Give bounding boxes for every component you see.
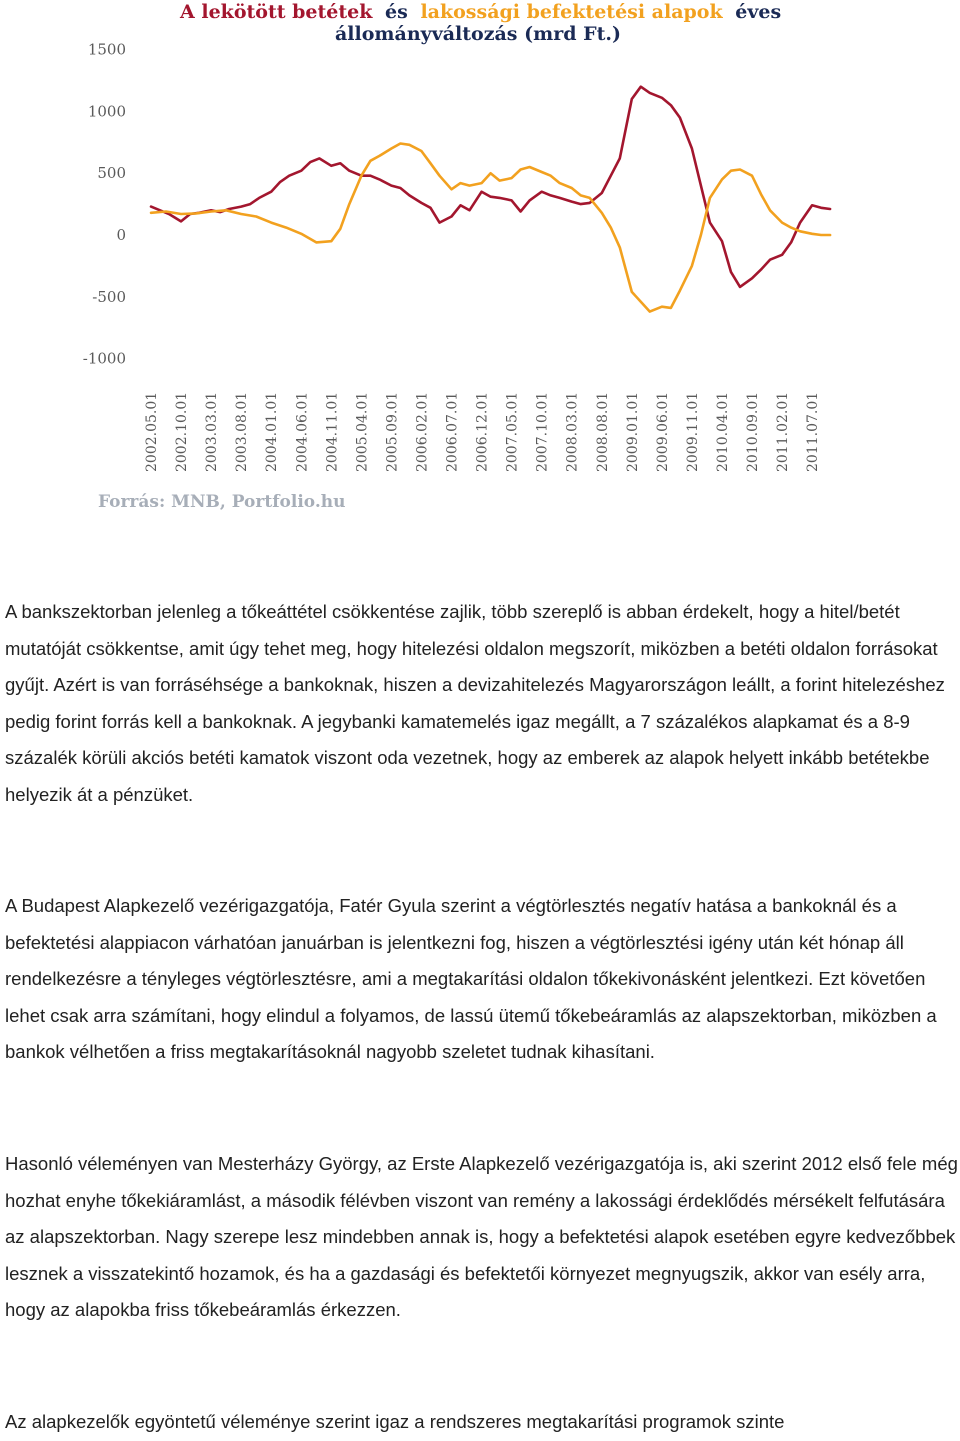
x-tick-label: 2003.08.01 — [234, 391, 251, 472]
x-tick-label: 2002.10.01 — [174, 391, 191, 472]
chart-title-line1 — [179, 1, 781, 23]
title-funds: lakossági befektetési alapok — [420, 1, 723, 23]
x-tick-label: 2003.03.01 — [204, 391, 221, 472]
x-tick-label: 2002.05.01 — [144, 391, 160, 472]
x-tick-label: 2004.01.01 — [264, 391, 281, 472]
chart-source: Forrás: MNB, Portfolio.hu — [98, 492, 346, 512]
y-tick-label: -1000 — [82, 349, 126, 368]
x-tick-label: 2005.09.01 — [384, 391, 401, 472]
x-tick-label: 2007.05.01 — [504, 391, 521, 472]
y-tick-label: 500 — [97, 164, 126, 183]
series-deposits-line — [151, 87, 830, 287]
x-tick-label: 2009.06.01 — [654, 391, 671, 472]
title-annual: éves — [735, 1, 782, 23]
x-tick-label: 2011.07.01 — [805, 391, 822, 472]
x-tick-label: 2006.02.01 — [414, 391, 431, 472]
y-axis-ticks — [83, 41, 126, 368]
paragraph-3: Hasonló véleményen van Mesterházy György, az Erste Alapkezelő vezérigazgatója is, aki szerint 2012 első fele még hozhat enyhe tőkekiáramlást, a második félévben viszont van remény a lakossági érdeklődés mérsékelt felfutására az alapszektorban. Nagy szerepe lesz mindebben annak is, hogy a befektetési alapok esetében egyre kedvezőbbek lesznek a visszatekintő hozamok, és ha a gazdasági és befektetői környezet megnyugszik, akkor van esély arra, hogy az alapokba friss tőkebeáramlás érkezzen. — [5, 1153, 958, 1320]
article-text — [5, 594, 960, 813]
series-funds-line — [151, 144, 830, 312]
chart — [60, 0, 860, 520]
x-tick-label: 2004.06.01 — [294, 391, 311, 472]
article-text-3 — [5, 1146, 960, 1329]
paragraph-4: Az alapkezelők egyöntetű véleménye szerint igaz a rendszeres megtakarítási programok szinte — [5, 1411, 785, 1432]
x-tick-label: 2010.04.01 — [714, 391, 731, 472]
paragraph-1: A bankszektorban jelenleg a tőkeáttétel csökkentése zajlik, több szereplő is abban érdekelt, hogy a hitel/betét mutatóját csökkentse, amit úgy tehet meg, hogy hitelezési oldalon megszorít, miközben a betéti oldalon forrásokat gyűjt. Azért is van forráséhsége a bankoknak, hiszen a devizahitelezés Magyarországon leállt, a forint hitelezéshez pedig forint forrás kell a bankoknak. A jegybanki kamatemelés igaz megállt, a 7 százalékos alapkamat és a 8-9 százalék körüli akciós betéti kamatok viszont oda vezetnek, hogy az emberek az alapok helyett inkább betétekbe helyezik át a pénzüket. — [5, 601, 945, 805]
title-and: és — [385, 1, 408, 23]
x-tick-label: 2007.10.01 — [534, 391, 551, 472]
chart-series — [151, 87, 830, 312]
article-text-4 — [5, 1404, 960, 1441]
x-tick-label: 2009.11.01 — [684, 391, 701, 472]
x-tick-label: 2006.12.01 — [474, 391, 491, 472]
x-tick-label: 2008.08.01 — [594, 391, 611, 472]
x-tick-label: 2010.09.01 — [745, 391, 761, 472]
y-tick-label: 1000 — [87, 102, 126, 121]
x-tick-label: 2011.02.01 — [775, 391, 792, 472]
y-tick-label: 0 — [116, 226, 126, 244]
x-tick-label: 2004.11.01 — [324, 391, 341, 472]
paragraph-2: A Budapest Alapkezelő vezérigazgatója, Fatér Gyula szerint a végtörlesztés negatív hatása a bankoknál és a befektetési alappiacon várhatóan januárban is jelentkezni fog, hiszen a végtörlesztési igény után két hónap áll rendelkezésre a tényleges végtörlesztésre, ami a megtakarítási oldalon tőkekivonásként jelentkezi. Ezt követően lehet csak arra számítani, hogy elindul a folyamos, de lassú ütemű tőkebeáramlás az alapszektorban, miközben a bankok vélhetően a friss megtakarításoknál nagyobb szeletet tudnak kihasítani. — [5, 895, 937, 1062]
x-tick-label: 2005.04.01 — [354, 391, 371, 472]
title-deposits: A lekötött betétek — [180, 1, 373, 23]
x-tick-label: 2009.01.01 — [624, 391, 641, 472]
article-text-2 — [5, 888, 960, 1071]
x-axis-ticks — [144, 392, 821, 472]
y-tick-label: 1500 — [87, 40, 126, 59]
x-tick-label: 2008.03.01 — [564, 391, 581, 472]
y-tick-label: -500 — [92, 287, 126, 306]
chart-title-line2: állományváltozás (mrd Ft.) — [335, 23, 621, 45]
x-tick-label: 2006.07.01 — [444, 391, 461, 472]
